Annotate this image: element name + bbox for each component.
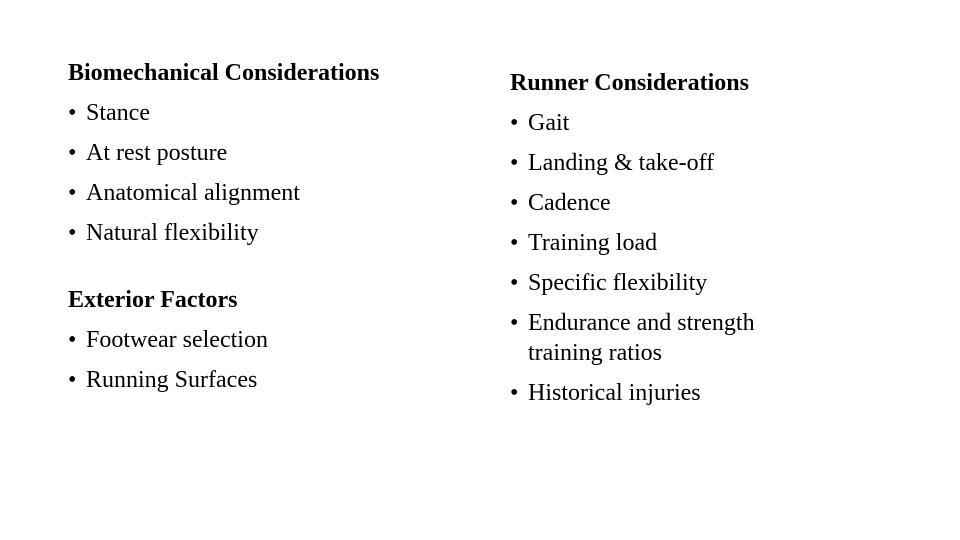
bullet-icon: • — [510, 380, 519, 406]
runner-list — [510, 103, 930, 413]
list-item — [68, 213, 468, 253]
biomechanical-heading: Biomechanical Considerations — [68, 60, 380, 86]
left-column — [68, 53, 468, 400]
list-item-text: Historical injuries — [528, 380, 701, 406]
bullet-icon: • — [68, 100, 77, 126]
list-item — [68, 93, 468, 133]
list-item-text: Natural flexibility — [86, 220, 259, 246]
biomechanical-section — [68, 53, 468, 253]
list-item — [510, 103, 930, 143]
list-item — [68, 173, 468, 213]
exterior-heading: Exterior Factors — [68, 287, 238, 313]
list-item-text: Endurance and strength training ratios — [528, 310, 755, 366]
bullet-icon: • — [68, 220, 77, 246]
bullet-icon: • — [510, 110, 519, 136]
list-item — [510, 373, 930, 413]
list-item-text: Footwear selection — [86, 327, 268, 353]
bullet-icon: • — [510, 270, 519, 296]
list-item-text: Anatomical alignment — [86, 180, 300, 206]
list-item-text: Landing & take-off — [528, 150, 715, 176]
list-item-text: Cadence — [528, 190, 611, 216]
list-item-text: Running Surfaces — [86, 367, 258, 393]
list-item-text: At rest posture — [86, 140, 228, 166]
list-item — [510, 303, 828, 373]
list-item — [510, 183, 930, 223]
bullet-icon: • — [68, 140, 77, 166]
list-item — [68, 360, 468, 400]
section-spacer — [68, 253, 468, 280]
list-item — [68, 320, 468, 360]
list-item-text: Stance — [86, 100, 150, 126]
bullet-icon: • — [510, 230, 519, 256]
bullet-icon: • — [510, 310, 519, 336]
biomechanical-list — [68, 93, 468, 253]
list-item-text: Specific flexibility — [528, 270, 708, 296]
list-item-text: Gait — [528, 110, 570, 136]
list-item — [510, 143, 930, 183]
list-item-text: Training load — [528, 230, 658, 256]
right-column — [510, 63, 930, 413]
exterior-list — [68, 320, 468, 400]
bullet-icon: • — [68, 327, 77, 353]
exterior-section — [68, 280, 468, 400]
bullet-icon: • — [510, 150, 519, 176]
bullet-icon: • — [510, 190, 519, 216]
runner-section — [510, 63, 930, 413]
list-item — [510, 263, 930, 303]
bullet-icon: • — [68, 367, 77, 393]
runner-heading: Runner Considerations — [510, 70, 749, 96]
list-item — [68, 133, 468, 173]
bullet-icon: • — [68, 180, 77, 206]
list-item — [510, 223, 930, 263]
